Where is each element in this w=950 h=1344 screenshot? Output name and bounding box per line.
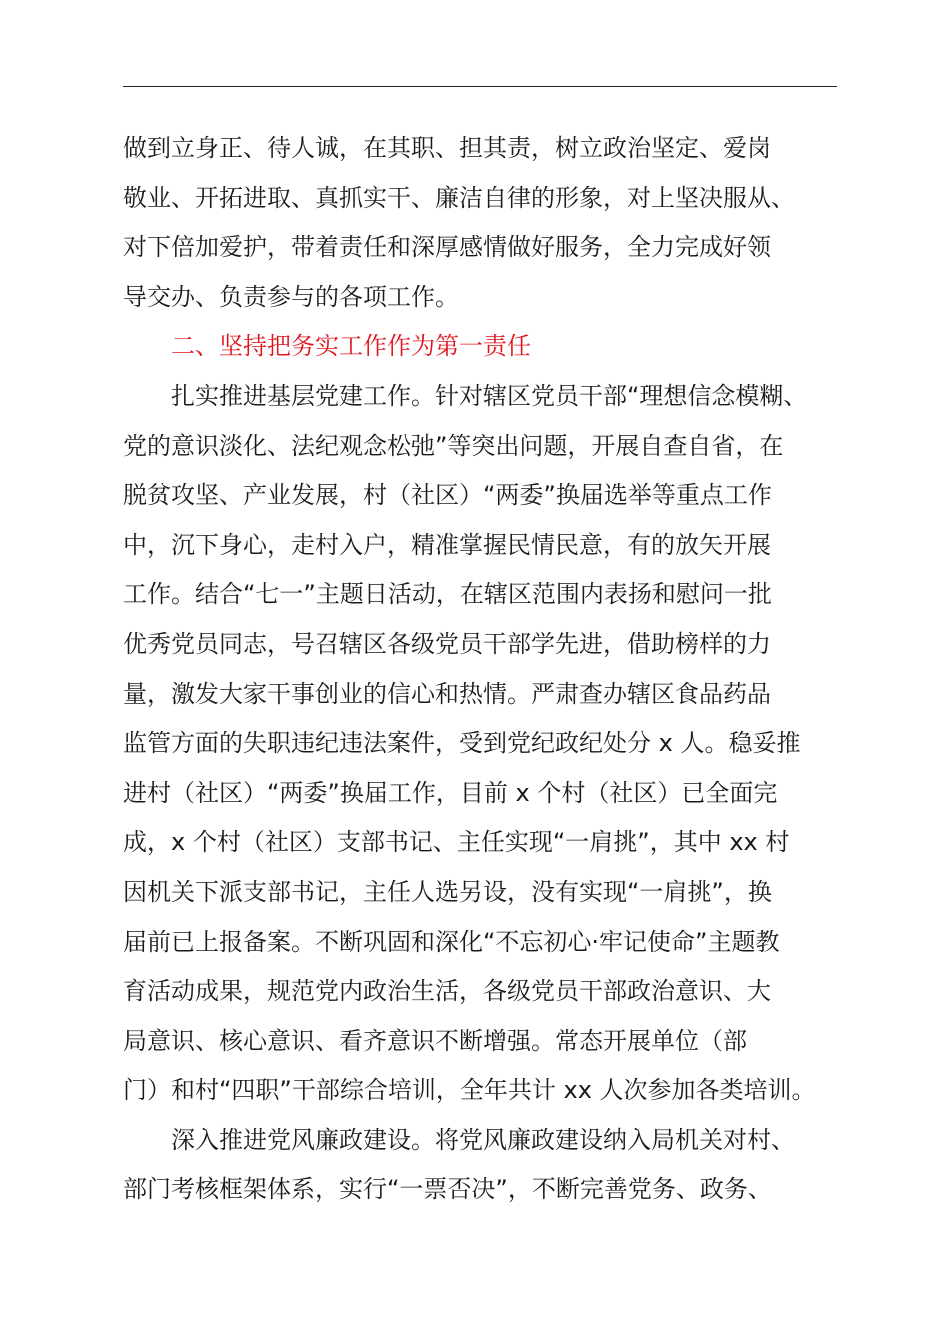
paragraph-start-line: 扎实推进基层党建工作。针对辖区党员干部“理想信念模糊、	[171, 381, 808, 410]
section-heading: 二、坚持把务实工作作为第一责任	[171, 332, 531, 361]
document-body	[123, 124, 839, 1215]
body-line: 脱贫攻坚、产业发展，村（社区）“两委”换届选举等重点工作	[123, 481, 772, 510]
body-line: 成，x 个村（社区）支部书记、主任实现“一肩挑”，其中 xx 村	[123, 828, 790, 857]
body-line: 门）和村“四职”干部综合培训，全年共计 xx 人次参加各类培训。	[123, 1076, 816, 1105]
paragraph-start-line: 深入推进党风廉政建设。将党风廉政建设纳入局机关对村、	[171, 1125, 795, 1154]
body-line: 育活动成果，规范党内政治生活，各级党员干部政治意识、大	[123, 977, 771, 1006]
body-line: 届前已上报备案。不断巩固和深化“不忘初心·牢记使命”主题教	[123, 927, 780, 956]
body-line: 局意识、核心意识、看齐意识不断增强。常态开展单位（部	[123, 1026, 747, 1055]
body-line: 监管方面的失职违纪违法案件，受到党纪政纪处分 x 人。稳妥推	[123, 729, 801, 758]
body-line: 因机关下派支部书记，主任人选另设，没有实现“一肩挑”，换	[123, 877, 772, 906]
body-line: 导交办、负责参与的各项工作。	[123, 282, 459, 311]
body-line: 量，激发大家干事创业的信心和热情。严肃查办辖区食品药品	[123, 679, 771, 708]
body-line: 做到立身正、待人诚，在其职、担其责，树立政治坚定、爱岗	[123, 134, 771, 162]
body-line: 部门考核框架体系，实行“一票否决”，不断完善党务、政务、	[123, 1175, 772, 1204]
body-line: 中，沉下身心，走村入户，精准掌握民情民意，有的放矢开展	[123, 530, 771, 559]
body-line: 工作。结合“七一”主题日活动，在辖区范围内表扬和慰问一批	[123, 580, 772, 609]
body-line: 党的意识淡化、法纪观念松弛”等突出问题，开展自查自省，在	[123, 431, 784, 460]
body-line: 优秀党员同志，号召辖区各级党员干部学先进，借助榜样的力	[123, 629, 771, 658]
body-line: 敬业、开拓进取、真抓实干、廉洁自律的形象，对上坚决服从、	[123, 183, 795, 212]
header-rule	[123, 86, 837, 87]
body-line: 进村（社区）“两委”换届工作，目前 x 个村（社区）已全面完	[123, 778, 778, 807]
body-line: 对下倍加爱护，带着责任和深厚感情做好服务，全力完成好领	[123, 233, 771, 262]
